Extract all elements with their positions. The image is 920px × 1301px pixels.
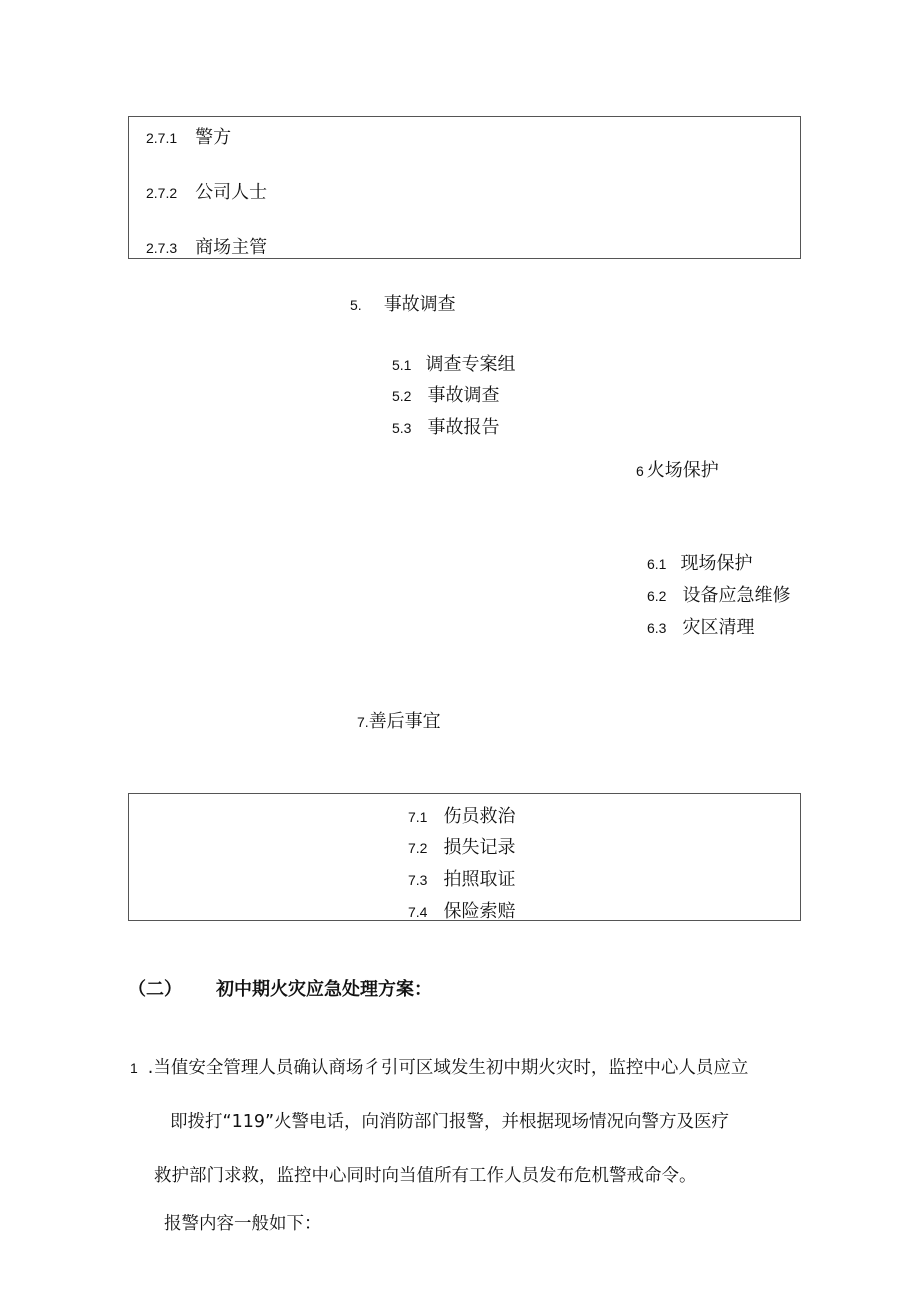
section-number: 5. [350,297,362,313]
list-item [392,413,499,439]
item-label: 拍照取证 [443,869,516,890]
paragraph-line-4: 报警内容一般如下： [164,1214,322,1234]
list-item [408,802,515,828]
item-number: 5.2 [392,388,412,404]
item-number: 2.7.3 [146,240,178,256]
list-item [647,613,754,639]
section-title: 事故调查 [383,294,456,315]
section-title: 火场保护 [646,460,719,481]
item-number: 7.4 [408,904,428,920]
list-item [408,833,515,859]
item-number: 5.1 [392,357,412,373]
list-item [408,897,515,923]
paragraph-line-2: 即拨打“119”火警电话，向消防部门报警，并根据现场情况向警方及医疗 [170,1112,730,1132]
item-number: 2.7.2 [146,185,178,201]
list-item [146,178,267,204]
item-number: 7.1 [408,809,428,825]
item-number: 5.3 [392,420,412,436]
item-label: 警方 [195,127,232,148]
item-number: 6.3 [647,620,667,636]
item-number: 6.1 [647,556,667,572]
list-item [647,581,790,607]
list-item [392,350,515,376]
item-label: 灾区清理 [682,617,755,638]
plan-heading [128,975,432,1001]
plan-marker: （二） [128,979,182,1000]
section-number: 6 [636,463,644,479]
section-6-heading [636,456,719,482]
item-label: 事故报告 [427,417,500,438]
paragraph-line-1 [130,1054,748,1079]
item-number: 7.3 [408,872,428,888]
item-label: 调查专案组 [425,354,516,375]
section-number: 7. [357,714,369,730]
item-label: 设备应急维修 [682,585,791,606]
list-item [408,865,515,891]
list-item [392,381,499,407]
item-label: 商场主管 [195,237,268,258]
paragraph-text: .当值安全管理人员确认商场彳引可区域发生初中期火灾时，监控中心人员应立 [147,1058,749,1078]
item-label: 公司人士 [195,182,268,203]
item-number: 6.2 [647,588,667,604]
item-label: 保险索赔 [443,901,516,922]
plan-title: 初中期火灾应急处理方案： [216,979,432,1000]
item-label: 损失记录 [443,837,516,858]
list-item [146,123,231,149]
list-item [146,233,267,259]
section-5-heading [350,290,456,316]
paragraph-number: 1 [130,1060,138,1076]
item-label: 伤员救治 [443,806,516,827]
item-label: 事故调查 [427,385,500,406]
item-number: 7.2 [408,840,428,856]
list-item [647,549,752,575]
section-title: 善后事宜 [368,711,441,732]
item-label: 现场保护 [680,553,753,574]
item-number: 2.7.1 [146,130,178,146]
section-7-heading [357,707,441,733]
paragraph-line-3: 救护部门求救，监控中心同时向当值所有工作人员发布危机警戒命令。 [154,1166,697,1186]
